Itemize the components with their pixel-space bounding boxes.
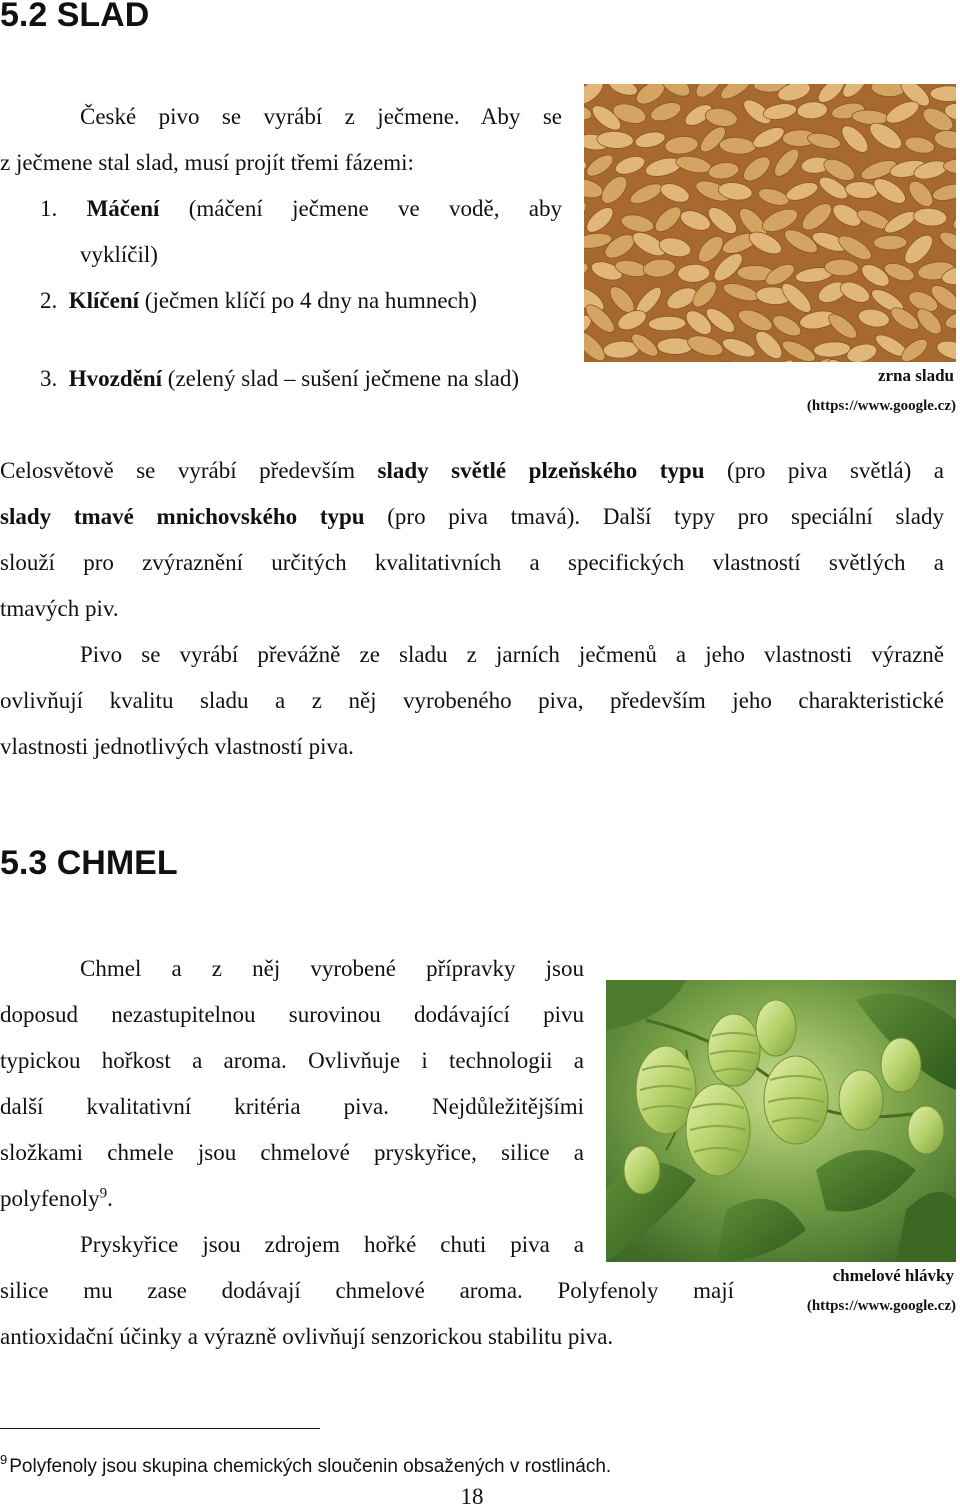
chmel-para2-line-1: Pryskyřice jsou zdrojem hořké chuti piva a [80,1232,584,1257]
polyfenoly-word: polyfenoly [0,1186,100,1211]
malt-grains-image [584,84,956,362]
step-1-num: 1. [40,196,58,221]
malt-grain [873,235,907,250]
chmel-para1-line-6 [0,1184,113,1214]
step-2-term: Klíčení [68,288,140,313]
footnote-ref: 9 [99,1185,108,1202]
period: . [107,1186,113,1211]
slad-intro-line-2: z ječmene stal slad, musí projít třemi fázemi: [0,150,414,175]
para1-text-b: (pro piva světlá) a [727,458,945,483]
chmel-para1-line-5: složkami chmele jsou chmelové pryskyřice, silice a [0,1140,584,1165]
chmel-para1-line-4: další kvalitativní kritéria piva. Nejdůležitějšími [0,1094,584,1119]
slad-para1-line-2 [0,502,944,532]
page-number: 18 [460,1484,484,1509]
slad-step-1 [40,194,562,224]
chmel-para1-line-1: Chmel a z něj vyrobené přípravky jsou [80,956,584,981]
footnote-text: Polyfenoly jsou skupina chemických sloučenin obsažených v rostlinách. [9,1456,612,1477]
chmel-para1-line-2: doposud nezastupitelnou surovinou dodávající pivu [0,1002,584,1027]
slad-para1-line-4: tmavých piv. [0,596,119,621]
footnote [0,1452,612,1478]
hops-image-caption: chmelové hlávky [832,1266,954,1285]
malt-image-source: (https://www.google.cz) [806,398,956,414]
chmel-para2-line-2: silice mu zase dodávají chmelové aroma. Polyfenoly mají [0,1278,734,1303]
slad-intro-line-1: České pivo se vyrábí z ječmene. Aby se [80,104,562,129]
chmel-para1-line-3: typickou hořkost a aroma. Ovlivňuje i technologii a [0,1048,584,1073]
slad-step-3 [40,364,519,394]
para1-text-a: Celosvětově se vyrábí především [0,458,355,483]
para1-text-c: (pro piva tmavá). Další typy pro speciální slady [387,504,945,529]
step-3-num: 3. [40,366,58,391]
slad-para2-line-1: Pivo se vyrábí převážně ze sladu z jarních ječmenů a jeho vlastnosti výrazně [80,642,944,667]
step-1-term: Máčení [86,196,160,221]
footnote-mark: 9 [0,1452,8,1467]
step-2-desc: (ječmen klíčí po 4 dny na humnech) [144,288,477,313]
slad-para1-line-1 [0,456,944,486]
hops-illustration [606,980,956,1262]
section-heading-chmel: 5.3 CHMEL [0,844,178,882]
step-3-desc: (zelený slad – sušení ječmene na slad) [167,366,520,391]
hops-image-source: (https://www.google.cz) [806,1298,956,1314]
slad-para2-line-2: ovlivňují kvalitu sladu a z něj vyrobeného piva, především jeho charakteristické [0,688,944,713]
chmel-para2-line-3: antioxidační účinky a výrazně ovlivňují senzorickou stabilitu piva. [0,1324,614,1349]
section-heading-slad: 5.2 SLAD [0,0,150,34]
footnote-separator [0,1428,320,1429]
malt-grains-illustration [584,84,956,362]
slad-step-2 [40,286,477,316]
para1-bold-a: slady světlé plzeňského typu [377,458,705,483]
slad-para1-line-3: slouží pro zvýraznění určitých kvalitativních a specifických vlastností světlých a [0,550,944,575]
step-3-term: Hvozdění [68,366,163,391]
step-1-desc: (máčení ječmene ve vodě, aby [188,196,562,221]
malt-image-caption: zrna sladu [877,366,954,385]
step-2-num: 2. [40,288,58,313]
hops-image [606,980,956,1262]
slad-step-1-cont: vyklíčil) [80,242,158,267]
para1-bold-b: slady tmavé mnichovského typu [0,504,365,529]
slad-para2-line-3: vlastnosti jednotlivých vlastností piva. [0,734,354,759]
